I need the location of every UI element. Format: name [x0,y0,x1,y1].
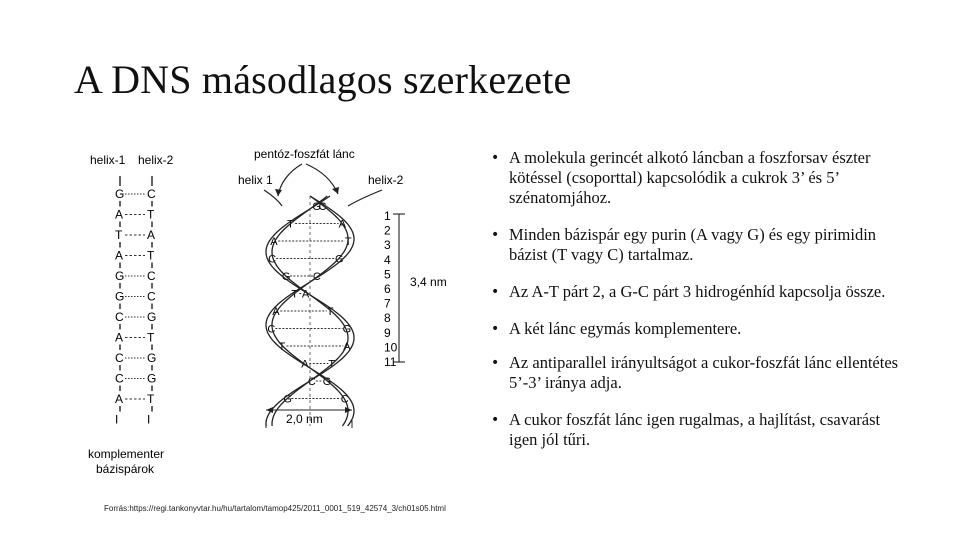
dna-structure-figure [82,140,482,490]
strand-1-base: C [115,351,124,365]
strand-1-base: A [115,207,124,222]
helix-2-label: helix-2 [138,153,174,167]
strand-2-base: T [147,392,155,406]
helix-base-left: G [312,201,321,213]
helix-base-left: T [287,218,294,231]
strand-1-base: G [115,187,125,201]
strand-1-base: G [115,269,125,283]
bullet-item: • Az antiparallel irányultságot a cukor-foszfát lánc ellentétes 5’-3’ iránya adja. [490,353,910,393]
step-number: 10 [384,340,398,355]
strand-2-base: T [147,248,155,263]
slide-title: A DNS másodlagos szerkezete [74,57,572,102]
arrowhead-icon [275,189,282,196]
pitch-label: 3,4 nm [410,275,447,289]
step-number: 11 [384,355,397,369]
strand-2-base: T [147,207,155,222]
strand-2-base: T [147,330,155,345]
bullet-item: • A molekula gerincét alkotó láncban a foszforsav észter kötéssel (csoporttal) kapcsolódik a cukrok 3’ és 5’ szénatomjához. [490,148,910,208]
strand-2-base: G [147,371,157,386]
strand-1-base: A [115,248,124,263]
strand-1-base: G [115,289,125,304]
helix-base-right: G [342,323,352,336]
helix-base-right: C [312,271,321,283]
step-number: 9 [384,325,391,340]
helix-base-left: T [278,341,286,353]
complementary-pair-ladder [88,153,174,476]
bullet-item: • Az A-T párt 2, a G-C párt 3 hidrogénhíd kapcsolja össze. [490,282,910,302]
step-number: 4 [384,252,391,267]
strand-2-base: C [147,289,156,304]
double-helix [238,147,447,428]
width-label: 2,0 nm [286,412,323,426]
helix-1-label: helix-1 [90,153,126,167]
strand-1-base: A [115,330,124,345]
backbone-arrow-left [278,164,302,196]
step-number: 5 [384,267,391,282]
step-number: 3 [384,238,391,253]
strand-1-base: T [115,228,123,242]
helix-base-left: A [301,358,309,371]
helix-base-left: A [272,306,280,318]
bullet-item: • A két lánc egymás komplementere. [490,319,910,339]
step-number: 1 [384,209,391,223]
strand-1-base: A [115,392,124,406]
helix-base-right: T [328,358,336,371]
helix-base-left: C [307,376,316,388]
helix-base-left: G [281,271,291,283]
helix-base-left: A [270,236,278,248]
strand-2-base: G [147,351,157,365]
helix-2-arrow [348,190,382,206]
step-number: 6 [384,282,391,296]
helix-base-right: G [335,253,344,266]
step-number: 7 [384,296,391,311]
source-citation: Forrás:https://regi.tankonyvtar.hu/hu/tartalom/tamop425/2011_0001_519_42574_3/ch01s05.html [104,504,446,513]
helix-base-right: C [340,393,349,406]
bullet-item: • A cukor foszfát lánc igen rugalmas, a hajlítást, csavarást igen jól tűri. [490,410,910,450]
strand-1-base: C [115,310,124,324]
arrowhead-icon [332,187,339,194]
bullet-list [490,148,910,450]
strand-1-base: C [115,371,124,386]
pair-caption-line1: komplementer [88,447,165,461]
helix-base-left: G [283,393,292,406]
helix-base-left: T [291,288,299,301]
strand-1-base: I [115,412,119,427]
strand-2-base: C [147,187,156,201]
strand-2-base: G [147,310,157,324]
bullet-item: • Minden bázispár egy purin (A vagy G) és egy pirimidin bázist (T vagy C) tartalmaz. [490,225,910,265]
helix-base-right: G [322,376,332,388]
pair-caption-line2: bázispárok [96,462,155,476]
helix-base-right: T [344,236,352,248]
step-number: 2 [384,223,391,238]
helix-base-right: A [338,218,346,231]
helix-2-right-label: helix-2 [368,173,404,187]
strand-2-base: A [147,228,156,242]
step-number: 8 [384,311,391,326]
strand-2-base: C [147,269,156,283]
helix-base-left: C [267,323,276,336]
strand-2-base: I [147,412,151,427]
backbone-label: pentóz-foszfát lánc [254,147,355,161]
helix-1-right-label: helix 1 [238,173,273,187]
helix-base-left: C [268,253,277,266]
helix-base-right: C [318,201,327,213]
helix-base-right: A [343,341,351,353]
helix-base-right: T [326,306,334,318]
dna-diagram [82,140,482,490]
helix-base-right: A [301,288,310,301]
